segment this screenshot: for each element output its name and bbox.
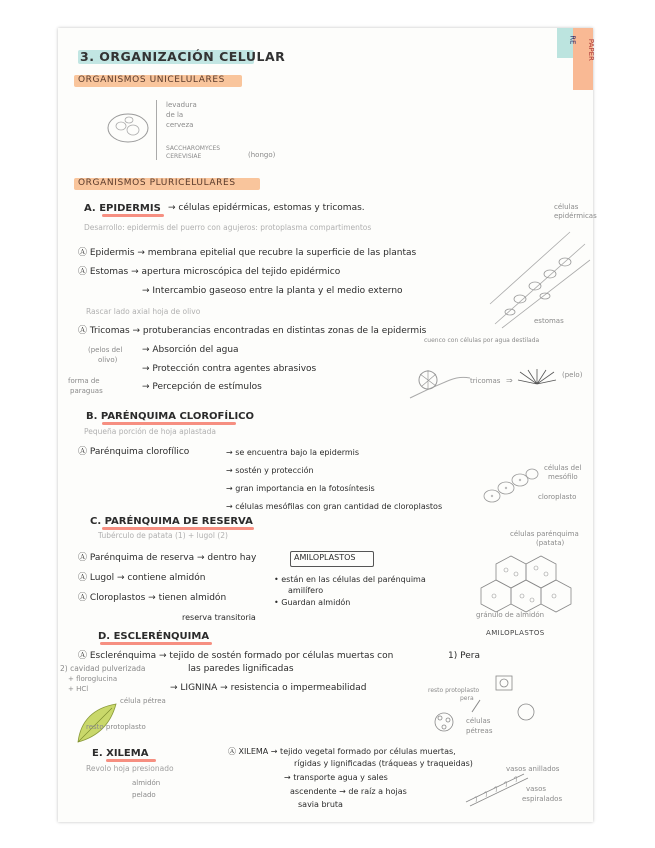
xylem-line-3: ascendente → de raíz a hojas xyxy=(290,787,407,796)
epidermis-side-1b: olivo) xyxy=(98,356,118,364)
reserve-bullet-1: • están en las células del parénquima xyxy=(274,575,426,584)
sclerenchyma-label-3: células xyxy=(466,717,491,725)
sclerenchyma-label-4: resto protoplasto xyxy=(428,687,480,694)
yeast-note-2: de la xyxy=(166,111,184,119)
sclerenchyma-line-1b: las paredes lignificadas xyxy=(188,664,294,674)
xylem-line-1: Ⓐ XILEMA → tejido vegetal formado por células muertas, xyxy=(228,747,456,756)
yeast-note-4: SACCHAROMYCES xyxy=(166,145,221,152)
reserve-bullet-2: • Guardan almidón xyxy=(274,598,351,607)
epidermis-line-4: Ⓐ Tricomas → protuberancias encontradas en distintas zonas de la epidermis xyxy=(78,326,427,336)
epidermis-label-stomata: estomas xyxy=(534,317,564,325)
epidermis-underline xyxy=(102,214,164,217)
xylem-underline xyxy=(106,759,156,762)
yeast-bracket xyxy=(156,100,157,160)
trichome-item-3: → Percepción de estímulos xyxy=(142,382,262,392)
epidermis-line-1: Ⓐ Epidermis → membrana epitelial que recubre la superficie de las plantas xyxy=(78,248,417,258)
reserve-heading: C. PARÉNQUIMA DE RESERVA xyxy=(90,516,253,527)
yeast-note-1: levadura xyxy=(166,101,197,109)
page-title: 3. ORGANIZACIÓN CELULAR xyxy=(80,49,286,64)
reserve-pale-note: Tubérculo de patata (1) + lugol (2) xyxy=(98,531,228,540)
trichome-label: tricomas xyxy=(470,377,501,385)
sclerenchyma-heading: D. ESCLERÉNQUIMA xyxy=(98,631,210,642)
xylem-side-1: almidón xyxy=(132,779,161,787)
sclerenchyma-underline xyxy=(100,642,212,645)
xylem-heading: E. XILEMA xyxy=(92,748,149,759)
reserve-line-2: Ⓐ Lugol → contiene almidón xyxy=(78,573,206,583)
trichome-item-1: → Absorción del agua xyxy=(142,345,239,355)
xylem-label-1: vasos anillados xyxy=(506,765,560,773)
mesophyll-label-2: cloroplasto xyxy=(538,493,577,501)
xylem-label-2b: espiralados xyxy=(522,795,563,803)
trichome-arrow-icon: ⇒ xyxy=(506,376,513,385)
reserve-line-3b: reserva transitoria xyxy=(182,613,256,622)
potato-label-1b: (patata) xyxy=(536,539,565,547)
corner-tab-2-label: RE xyxy=(568,35,577,45)
mesophyll-label-1b: mesófilo xyxy=(548,473,578,481)
xylem-line-2: → transporte agua y sales xyxy=(284,773,388,782)
trichome-cell-drawing-icon xyxy=(410,358,470,403)
reserve-underline xyxy=(102,527,254,530)
yeast-note-5: CEREVISIAE xyxy=(166,153,202,160)
sclerenchyma-label-2: resto protoplasto xyxy=(86,723,146,731)
epidermis-side-1: (pelos del xyxy=(88,346,123,354)
epidermis-line-3: → Intercambio gaseoso entre la planta y el medio externo xyxy=(142,286,403,296)
reserve-line-1: Ⓐ Parénquima de reserva → dentro hay xyxy=(78,553,257,563)
trichome-pelo-label: (pelo) xyxy=(562,371,583,379)
mesophyll-label-1: células del xyxy=(544,464,582,472)
pluricellular-heading: ORGANISMOS PLURICELULARES xyxy=(78,178,236,188)
sclerenchyma-line-2: → LIGNINA → resistencia o impermeabilidad xyxy=(170,683,367,693)
epidermis-label-cells-2: epidérmicas xyxy=(554,212,597,220)
xylem-pale-note: Revolo hoja presionado xyxy=(86,764,174,773)
unicellular-heading: ORGANISMOS UNICELULARES xyxy=(78,75,225,85)
sclerenchyma-line-1: Ⓐ Esclerénquima → tejido de sostén formado por células muertas con xyxy=(78,651,394,661)
yeast-note-6: (hongo) xyxy=(248,151,276,159)
epidermis-side-2: forma de xyxy=(68,377,100,385)
epidermis-heading-rest: → células epidérmicas, estomas y tricomas. xyxy=(168,203,365,213)
chlorophyll-item-2: → sostén y protección xyxy=(226,466,314,475)
corner-tab-label: PAPER xyxy=(586,38,595,61)
chlorophyll-item-4: → células mesófilas con gran cantidad de cloroplastos xyxy=(226,502,443,511)
reserve-amyloplast-label: AMILOPLASTOS xyxy=(294,553,356,562)
sclerenchyma-label-4b: pera xyxy=(460,695,474,702)
trichome-star-icon xyxy=(516,368,558,388)
reserve-bullet-1b: amilífero xyxy=(288,586,324,595)
chlorophyll-heading: B. PARÉNQUIMA CLOROFÍLICO xyxy=(86,411,255,422)
xylem-line-1b: rígidas y lignificadas (tráqueas y traqueidas) xyxy=(294,759,473,768)
epidermis-label-cells: células xyxy=(554,203,579,211)
xylem-side-1b: pelado xyxy=(132,791,156,799)
chlorophyll-pale-note: Pequeña porción de hoja aplastada xyxy=(84,427,216,436)
trichome-note: cuenco con células por agua destilada xyxy=(424,337,540,344)
yeast-note-3: cerveza xyxy=(166,121,194,129)
xylem-line-3b: savia bruta xyxy=(298,800,343,809)
note-sheet xyxy=(58,28,597,822)
xylem-label-2: vasos xyxy=(526,785,547,793)
mesophyll-drawing-icon xyxy=(480,466,540,506)
chlorophyll-item-3: → gran importancia en la fotosíntesis xyxy=(226,484,375,493)
sclerenchyma-side-1b: + floroglucina xyxy=(68,675,118,683)
sclerenchyma-side-1: 2) cavidad pulverizada xyxy=(60,664,146,673)
sclerenchyma-ref-1: 1) Pera xyxy=(448,651,480,661)
chlorophyll-underline xyxy=(102,422,236,425)
potato-label-1: células parénquima xyxy=(510,530,579,538)
epidermis-line-2: Ⓐ Estomas → apertura microscópica del tejido epidérmico xyxy=(78,267,341,277)
sclerenchyma-label-1: célula pétrea xyxy=(120,697,166,705)
yeast-drawing-icon xyxy=(103,108,153,148)
chlorophyll-main: Ⓐ Parénquima clorofílico xyxy=(78,447,190,457)
sclerenchyma-label-3b: pétreas xyxy=(466,727,493,735)
reserve-line-3: Ⓐ Cloroplastos → tienen almidón xyxy=(78,593,227,603)
epidermis-side-2b: paraguas xyxy=(70,387,103,395)
potato-label-3: AMILOPLASTOS xyxy=(486,629,545,637)
epidermis-pale-note-2: Rascar lado axial hoja de olivo xyxy=(86,307,201,316)
trichome-item-2: → Protección contra agentes abrasivos xyxy=(142,364,317,374)
chlorophyll-item-1: → se encuentra bajo la epidermis xyxy=(226,448,360,457)
epidermis-heading: A. EPIDERMIS xyxy=(84,203,161,214)
epidermis-pale-note: Desarrollo: epidermis del puerro con agujeros: protoplasma compartimentos xyxy=(84,223,372,232)
potato-label-2: gránulo de almidón xyxy=(476,611,545,619)
sclerenchyma-side-1c: + HCl xyxy=(68,685,89,693)
